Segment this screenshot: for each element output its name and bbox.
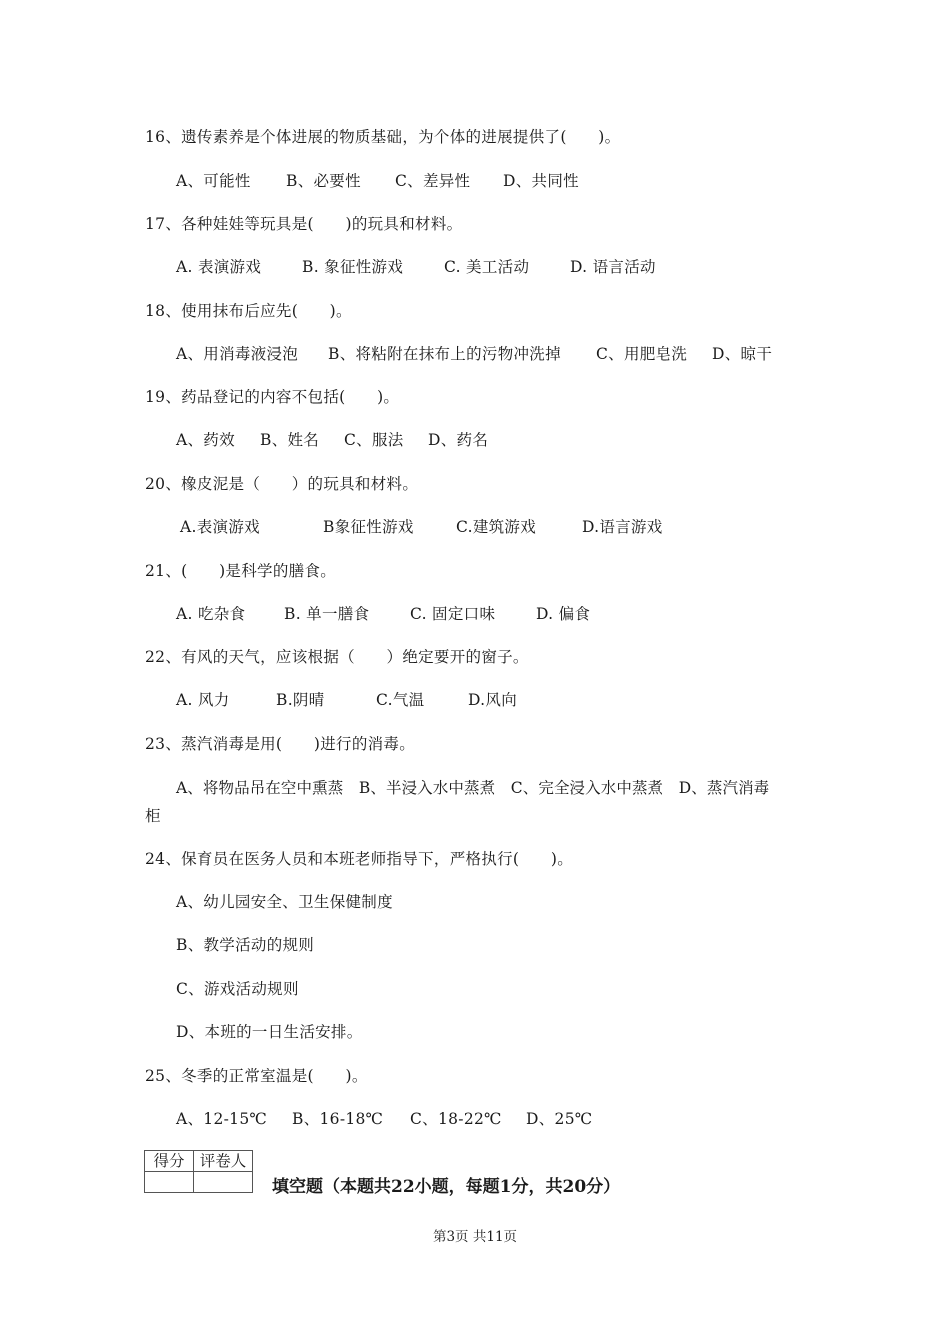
- option-a: A.表演游戏: [180, 518, 260, 536]
- options-18: [176, 344, 772, 364]
- options-17: [176, 257, 656, 277]
- option-a: A、幼儿园安全、卫生保健制度: [176, 893, 393, 911]
- option-a: A、用消毒液浸泡: [176, 345, 299, 363]
- question-21: 21、( )是科学的膳食。: [145, 562, 337, 580]
- options-23-continued: 柜: [145, 807, 161, 825]
- option-b: B、将粘附在抹布上的污物冲洗掉: [328, 345, 561, 363]
- score-cell: [145, 1172, 194, 1193]
- option-b: B. 单一膳食: [284, 605, 370, 623]
- option-d: D.语言游戏: [582, 518, 663, 536]
- option-d: D、25℃: [526, 1110, 593, 1128]
- score-header: 得分: [145, 1151, 194, 1172]
- option-c: C、游戏活动规则: [176, 980, 299, 998]
- option-a: A、药效: [176, 431, 235, 449]
- options-16: [176, 171, 579, 191]
- option-c: C、18-22℃: [410, 1110, 502, 1128]
- question-20: 20、橡皮泥是（ ）的玩具和材料。: [145, 475, 419, 493]
- options-22: [176, 690, 517, 710]
- option-b: B.阴晴: [276, 691, 325, 709]
- option-b: B、必要性: [286, 172, 361, 190]
- option-b: B、16-18℃: [292, 1110, 384, 1128]
- option-d: D、本班的一日生活安排。: [176, 1023, 363, 1041]
- question-24: 24、保育员在医务人员和本班老师指导下，严格执行( )。: [145, 850, 574, 868]
- option-d: D.风向: [468, 691, 518, 709]
- option-a: A. 表演游戏: [176, 258, 262, 276]
- question-22: 22、有风的天气，应该根据（ ）绝定要开的窗子。: [145, 648, 529, 666]
- score-table: [144, 1150, 253, 1193]
- option-d: D、共同性: [503, 172, 579, 190]
- grader-cell: [194, 1172, 253, 1193]
- option-c: C. 固定口味: [410, 605, 496, 623]
- question-23: 23、蒸汽消毒是用( )进行的消毒。: [145, 735, 416, 753]
- options-25: [176, 1109, 593, 1129]
- option-c: C.建筑游戏: [456, 518, 537, 536]
- option-c: C、用肥皂洗: [596, 345, 688, 363]
- option-d: D. 偏食: [536, 605, 591, 623]
- options-23: A、将物品吊在空中熏蒸 B、半浸入水中蒸煮 C、完全浸入水中蒸煮 D、蒸汽消毒: [176, 779, 770, 797]
- option-b: B象征性游戏: [323, 518, 414, 536]
- grader-header: 评卷人: [194, 1151, 253, 1172]
- options-21: [176, 604, 590, 624]
- option-c: C.气温: [376, 691, 425, 709]
- option-b: B、姓名: [260, 431, 320, 449]
- option-c: C. 美工活动: [444, 258, 530, 276]
- option-c: C、服法: [344, 431, 404, 449]
- option-a: A、可能性: [176, 172, 251, 190]
- option-b: B. 象征性游戏: [302, 258, 404, 276]
- option-d: D. 语言活动: [570, 258, 656, 276]
- page-footer: 第3页 共11页: [432, 1229, 518, 1245]
- options-20: [180, 517, 663, 537]
- option-d: D、药名: [428, 431, 489, 449]
- question-17: 17、各种娃娃等玩具是( )的玩具和材料。: [145, 215, 463, 233]
- option-c: C、差异性: [395, 172, 471, 190]
- section-title: 填空题（本题共22小题，每题1分，共20分）: [272, 1177, 621, 1197]
- option-b: B、教学活动的规则: [176, 936, 315, 954]
- option-a: A、12-15℃: [176, 1110, 268, 1128]
- question-25: 25、冬季的正常室温是( )。: [145, 1067, 368, 1085]
- question-16: 16、遗传素养是个体进展的物质基础，为个体的进展提供了( )。: [145, 128, 621, 146]
- option-a: A. 吃杂食: [176, 605, 246, 623]
- options-19: [176, 430, 488, 450]
- option-a: A. 风力: [176, 691, 230, 709]
- question-18: 18、使用抹布后应先( )。: [145, 302, 352, 320]
- option-d: D、晾干: [712, 345, 773, 363]
- question-19: 19、药品登记的内容不包括( )。: [145, 388, 400, 406]
